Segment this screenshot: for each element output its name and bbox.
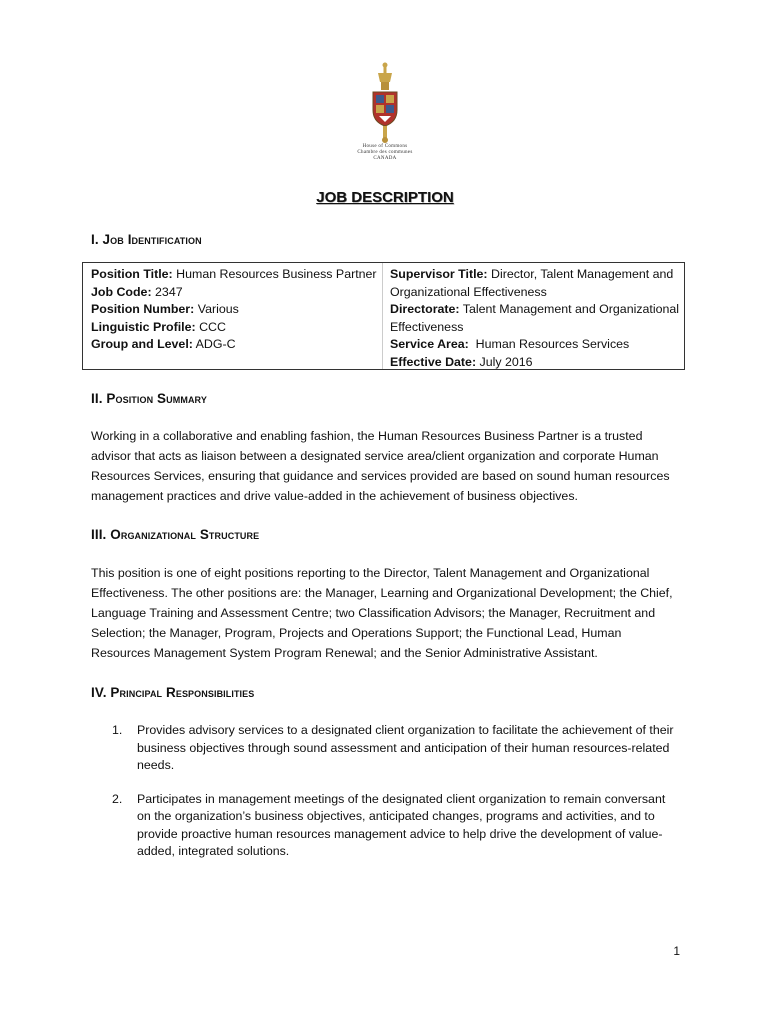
list-item-number: 2. [112,791,123,806]
logo-line-2: Chambre des communes [357,150,413,155]
list-item-number: 1. [112,723,123,737]
list-item-text: Participates in management meetings of the designated client organization to remain conversant on the organization’s business objectives, anticipated changes, programs and activities, and to provide proactive human resources management advice to help drive the development of value-added, integrated solutions. [137,791,666,858]
section-heading-job-identification: I. Job Identification [91,232,202,247]
section-heading-position-summary: II. Position Summary [91,391,207,406]
service-area-row: Service Area: Human Resources Services [390,337,630,351]
page-number: 1 [673,944,680,958]
list-item [112,791,682,861]
position-summary-paragraph: Working in a collaborative and enabling fashion, the Human Resources Business Partner is a trusted advisor that acts as liaison between a designated service area/client organization and corporate Human Resources Services, ensuring that guidance and services provided are based on sound human resources management practices and drive value-added in the achievement of business objectives. [91,429,670,503]
identification-right-column [390,266,682,371]
identification-left-column [91,266,383,354]
supervisor-title-row: Supervisor Title: Director, Talent Management and Organizational Effectiveness [390,267,674,299]
directorate-row: Directorate: Talent Management and Organizational Effectiveness [390,302,680,334]
job-identification-table [82,262,685,370]
organizational-structure-paragraph: This position is one of eight positions reporting to the Director, Talent Management and Organizational Effectiveness. The other positions are: the Manager, Learning and Organizational Development; the Chief, Language Training and Assessment Centre; two Classification Advisors; the Manager, Recruitment and Selection; the Manager, Program, Projects and Operations Support; the Functional Lead, Human Resources Management System Program Renewal; and the Senior Administrative Assistant. [91,566,673,660]
document-title: JOB DESCRIPTION [316,189,454,206]
section-heading-principal-responsibilities: IV. Principal Responsibilities [91,685,255,700]
list-item-text: Provides advisory services to a designated client organization to facilitate the achievement of their business objectives through sound assessment and anticipation of their human resources-related needs. [137,723,674,772]
logo-line-3: CANADA [373,156,397,161]
linguistic-profile-row: Linguistic Profile: CCC [91,319,226,334]
group-level-row: Group and Level: ADG-C [91,337,236,351]
section-heading-organizational-structure: III. Organizational Structure [91,527,260,542]
position-number-row: Position Number: Various [91,302,239,316]
house-of-commons-logo [350,62,420,168]
responsibilities-list [112,722,682,877]
mace-crest-icon [367,62,403,144]
job-code-row: Job Code: 2347 [91,284,183,299]
position-title-row: Position Title: Human Resources Business Partner [91,267,377,281]
effective-date-row: Effective Date: July 2016 [390,354,533,369]
list-item [112,722,682,775]
logo-line-1: House of Commons [362,144,408,149]
